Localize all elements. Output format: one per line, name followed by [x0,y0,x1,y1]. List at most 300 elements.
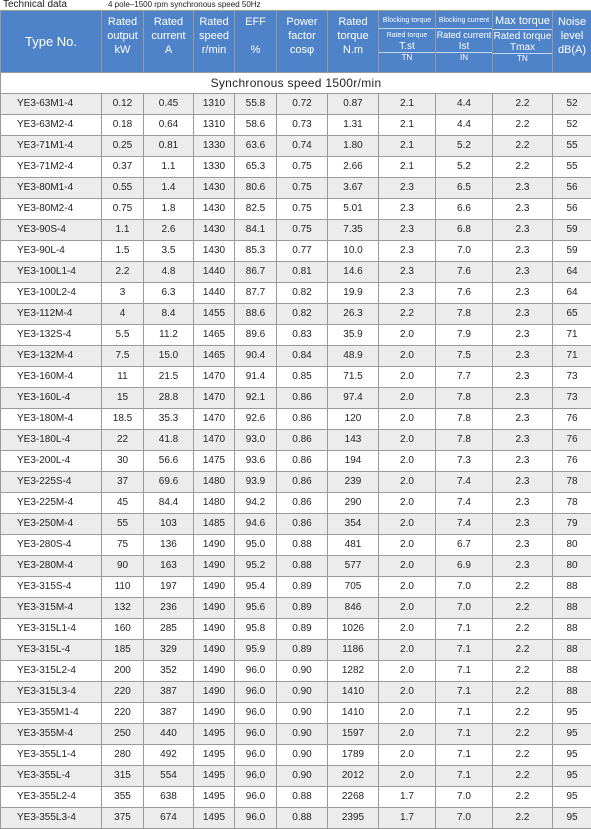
table-row [1,136,591,157]
cell-rated-current: 3.5 [144,241,194,262]
cell-rated-speed: 1430 [194,199,235,220]
cell-noise-level: 80 [553,556,591,577]
table-row [1,283,591,304]
cell-rated-output: 220 [102,703,144,724]
cell-eff: 58.6 [235,115,277,136]
cell-max-torque-ratio: 2.2 [493,115,553,136]
cell-blocking-torque-ratio: 2.2 [379,304,436,325]
cell-max-torque-ratio: 2.3 [493,472,553,493]
cell-max-torque-ratio: 2.3 [493,178,553,199]
cell-rated-output: 11 [102,367,144,388]
table-row [1,304,591,325]
cell-max-torque-ratio: 2.3 [493,430,553,451]
cell-blocking-current-ratio: 6.6 [436,199,493,220]
cell-blocking-current-ratio: 4.4 [436,94,493,115]
table-row [1,640,591,661]
cell-blocking-current-ratio: 7.1 [436,745,493,766]
cell-blocking-current-ratio: 7.4 [436,514,493,535]
cell-rated-speed: 1490 [194,535,235,556]
cell-power-factor: 0.89 [277,619,328,640]
cell-type-no: YE3-315L2-4 [1,661,102,682]
table-row [1,556,591,577]
cell-type-no: YE3-160L-4 [1,388,102,409]
cell-blocking-current-ratio: 5.2 [436,136,493,157]
cell-noise-level: 88 [553,640,591,661]
cell-max-torque-ratio: 2.3 [493,241,553,262]
cell-rated-torque: 705 [328,577,379,598]
cell-rated-speed: 1490 [194,640,235,661]
header-max-torque-ratio: Max torque Rated torque Tmax TN [493,11,553,73]
cell-eff: 55.8 [235,94,277,115]
cell-blocking-current-ratio: 7.0 [436,241,493,262]
cell-rated-output: 7.5 [102,346,144,367]
table-row [1,199,591,220]
header-blocking-current-ratio: Blocking current Rated current Ist IN [436,11,493,73]
cell-rated-speed: 1495 [194,745,235,766]
cell-rated-output: 132 [102,598,144,619]
cell-power-factor: 0.82 [277,283,328,304]
cell-blocking-current-ratio: 7.1 [436,640,493,661]
cell-power-factor: 0.86 [277,430,328,451]
cell-rated-current: 41.8 [144,430,194,451]
cell-blocking-torque-ratio: 2.0 [379,325,436,346]
cell-rated-current: 4.8 [144,262,194,283]
cell-rated-output: 0.12 [102,94,144,115]
page-title: Technical data [3,0,67,10]
cell-max-torque-ratio: 2.3 [493,325,553,346]
cell-blocking-current-ratio: 7.0 [436,808,493,829]
cell-rated-speed: 1470 [194,430,235,451]
cell-eff: 93.6 [235,451,277,472]
cell-rated-current: 136 [144,535,194,556]
cell-eff: 82.5 [235,199,277,220]
cell-blocking-current-ratio: 6.7 [436,535,493,556]
cell-blocking-current-ratio: 7.4 [436,472,493,493]
cell-blocking-torque-ratio: 2.0 [379,682,436,703]
cell-power-factor: 0.86 [277,514,328,535]
cell-noise-level: 52 [553,115,591,136]
cell-eff: 94.6 [235,514,277,535]
header-blocking-torque-ratio: Blocking torque Rated torque T.st TN [379,11,436,73]
cell-power-factor: 0.82 [277,304,328,325]
cell-rated-current: 103 [144,514,194,535]
cell-rated-current: 352 [144,661,194,682]
cell-noise-level: 56 [553,199,591,220]
table-row [1,661,591,682]
table-row [1,409,591,430]
cell-max-torque-ratio: 2.2 [493,703,553,724]
cell-type-no: YE3-315L3-4 [1,682,102,703]
cell-rated-current: 11.2 [144,325,194,346]
table-row [1,94,591,115]
cell-power-factor: 0.90 [277,661,328,682]
cell-rated-current: 0.45 [144,94,194,115]
header-noise-level: Noise level dB(A) [553,11,591,73]
cell-rated-output: 45 [102,493,144,514]
cell-eff: 90.4 [235,346,277,367]
cell-blocking-torque-ratio: 2.3 [379,220,436,241]
cell-blocking-current-ratio: 5.2 [436,157,493,178]
cell-rated-current: 6.3 [144,283,194,304]
cell-noise-level: 95 [553,703,591,724]
cell-rated-speed: 1310 [194,94,235,115]
cell-blocking-current-ratio: 7.5 [436,346,493,367]
cell-blocking-torque-ratio: 2.1 [379,115,436,136]
table-row [1,178,591,199]
cell-rated-speed: 1330 [194,157,235,178]
cell-rated-torque: 1410 [328,703,379,724]
table-row [1,745,591,766]
cell-noise-level: 95 [553,745,591,766]
cell-max-torque-ratio: 2.3 [493,220,553,241]
cell-type-no: YE3-132M-4 [1,346,102,367]
cell-type-no: YE3-71M2-4 [1,157,102,178]
cell-power-factor: 0.88 [277,808,328,829]
cell-eff: 63.6 [235,136,277,157]
cell-noise-level: 95 [553,724,591,745]
cell-rated-torque: 577 [328,556,379,577]
cell-rated-speed: 1495 [194,766,235,787]
cell-rated-current: 0.81 [144,136,194,157]
cell-blocking-current-ratio: 7.1 [436,703,493,724]
cell-eff: 85.3 [235,241,277,262]
cell-rated-torque: 26.3 [328,304,379,325]
cell-blocking-current-ratio: 7.1 [436,724,493,745]
table-row [1,451,591,472]
cell-rated-output: 110 [102,577,144,598]
cell-blocking-torque-ratio: 2.0 [379,745,436,766]
cell-type-no: YE3-315L-4 [1,640,102,661]
cell-eff: 95.0 [235,535,277,556]
cell-eff: 91.4 [235,367,277,388]
table-row [1,388,591,409]
cell-blocking-current-ratio: 7.8 [436,304,493,325]
cell-blocking-torque-ratio: 2.0 [379,598,436,619]
cell-type-no: YE3-112M-4 [1,304,102,325]
table-row [1,157,591,178]
table-row [1,808,591,829]
cell-power-factor: 0.86 [277,472,328,493]
cell-noise-level: 64 [553,283,591,304]
cell-rated-output: 75 [102,535,144,556]
cell-type-no: YE3-355L-4 [1,766,102,787]
table-row [1,493,591,514]
cell-max-torque-ratio: 2.3 [493,451,553,472]
cell-eff: 87.7 [235,283,277,304]
table-row [1,346,591,367]
cell-noise-level: 95 [553,766,591,787]
cell-max-torque-ratio: 2.2 [493,136,553,157]
table-row [1,514,591,535]
cell-rated-torque: 48.9 [328,346,379,367]
cell-eff: 93.0 [235,430,277,451]
cell-eff: 96.0 [235,766,277,787]
cell-rated-torque: 1410 [328,682,379,703]
cell-rated-current: 674 [144,808,194,829]
cell-rated-speed: 1470 [194,367,235,388]
cell-rated-torque: 1.31 [328,115,379,136]
cell-eff: 88.6 [235,304,277,325]
cell-rated-torque: 1186 [328,640,379,661]
cell-rated-output: 200 [102,661,144,682]
cell-max-torque-ratio: 2.2 [493,598,553,619]
cell-eff: 95.9 [235,640,277,661]
cell-type-no: YE3-280S-4 [1,535,102,556]
cell-max-torque-ratio: 2.3 [493,388,553,409]
cell-rated-output: 15 [102,388,144,409]
table-row [1,367,591,388]
cell-blocking-torque-ratio: 2.3 [379,178,436,199]
cell-blocking-current-ratio: 7.7 [436,367,493,388]
cell-blocking-torque-ratio: 2.0 [379,451,436,472]
cell-blocking-current-ratio: 7.6 [436,262,493,283]
table-row [1,577,591,598]
cell-rated-speed: 1495 [194,724,235,745]
header-type-no: Type No. [1,11,102,73]
cell-type-no: YE3-355M-4 [1,724,102,745]
cell-rated-speed: 1490 [194,598,235,619]
table-row [1,262,591,283]
table-row [1,724,591,745]
cell-type-no: YE3-315M-4 [1,598,102,619]
cell-rated-output: 18.5 [102,409,144,430]
cell-max-torque-ratio: 2.2 [493,745,553,766]
cell-noise-level: 88 [553,598,591,619]
cell-power-factor: 0.88 [277,787,328,808]
cell-max-torque-ratio: 2.3 [493,283,553,304]
cell-eff: 95.8 [235,619,277,640]
cell-blocking-current-ratio: 7.9 [436,325,493,346]
cell-max-torque-ratio: 2.2 [493,619,553,640]
cell-max-torque-ratio: 2.2 [493,661,553,682]
table-row [1,325,591,346]
cell-eff: 96.0 [235,703,277,724]
cell-rated-current: 69.6 [144,472,194,493]
cell-eff: 92.6 [235,409,277,430]
cell-noise-level: 76 [553,409,591,430]
cell-rated-speed: 1330 [194,136,235,157]
cell-blocking-torque-ratio: 2.3 [379,199,436,220]
cell-power-factor: 0.88 [277,556,328,577]
cell-rated-output: 30 [102,451,144,472]
cell-max-torque-ratio: 2.3 [493,535,553,556]
table-body [1,73,591,829]
cell-rated-speed: 1465 [194,325,235,346]
cell-type-no: YE3-90L-4 [1,241,102,262]
cell-max-torque-ratio: 2.2 [493,808,553,829]
cell-type-no: YE3-80M2-4 [1,199,102,220]
cell-type-no: YE3-100L2-4 [1,283,102,304]
cell-rated-output: 55 [102,514,144,535]
cell-max-torque-ratio: 2.2 [493,724,553,745]
cell-type-no: YE3-280M-4 [1,556,102,577]
cell-max-torque-ratio: 2.3 [493,514,553,535]
cell-type-no: YE3-63M2-4 [1,115,102,136]
cell-power-factor: 0.84 [277,346,328,367]
cell-rated-torque: 2268 [328,787,379,808]
cell-blocking-torque-ratio: 2.0 [379,619,436,640]
cell-power-factor: 0.75 [277,199,328,220]
cell-rated-torque: 35.9 [328,325,379,346]
cell-type-no: YE3-355M1-4 [1,703,102,724]
table-row [1,703,591,724]
cell-rated-torque: 2012 [328,766,379,787]
cell-rated-current: 35.3 [144,409,194,430]
cell-rated-torque: 143 [328,430,379,451]
cell-rated-current: 440 [144,724,194,745]
cell-rated-torque: 3.67 [328,178,379,199]
cell-rated-output: 22 [102,430,144,451]
cell-eff: 96.0 [235,661,277,682]
cell-rated-output: 355 [102,787,144,808]
cell-type-no: YE3-180M-4 [1,409,102,430]
cell-type-no: YE3-132S-4 [1,325,102,346]
table-row [1,241,591,262]
cell-power-factor: 0.89 [277,577,328,598]
cell-blocking-torque-ratio: 2.0 [379,514,436,535]
cell-rated-speed: 1430 [194,220,235,241]
cell-max-torque-ratio: 2.3 [493,304,553,325]
cell-type-no: YE3-355L2-4 [1,787,102,808]
cell-blocking-torque-ratio: 2.0 [379,703,436,724]
cell-rated-current: 15.0 [144,346,194,367]
cell-power-factor: 0.90 [277,745,328,766]
cell-rated-speed: 1455 [194,304,235,325]
cell-power-factor: 0.86 [277,493,328,514]
cell-rated-output: 1.1 [102,220,144,241]
header-eff: EFF % [235,11,277,73]
cell-rated-torque: 5.01 [328,199,379,220]
cell-blocking-torque-ratio: 2.0 [379,493,436,514]
cell-rated-output: 315 [102,766,144,787]
cell-noise-level: 59 [553,220,591,241]
cell-eff: 80.6 [235,178,277,199]
cell-max-torque-ratio: 2.3 [493,409,553,430]
cell-rated-torque: 97.4 [328,388,379,409]
cell-power-factor: 0.89 [277,640,328,661]
cell-max-torque-ratio: 2.2 [493,787,553,808]
cell-power-factor: 0.90 [277,766,328,787]
cell-max-torque-ratio: 2.3 [493,262,553,283]
cell-blocking-torque-ratio: 2.0 [379,430,436,451]
cell-blocking-current-ratio: 6.9 [436,556,493,577]
cell-rated-speed: 1440 [194,283,235,304]
cell-power-factor: 0.85 [277,367,328,388]
cell-power-factor: 0.86 [277,409,328,430]
cell-power-factor: 0.75 [277,157,328,178]
cell-rated-speed: 1490 [194,661,235,682]
cell-rated-speed: 1440 [194,262,235,283]
cell-rated-current: 638 [144,787,194,808]
cell-rated-speed: 1495 [194,808,235,829]
cell-rated-output: 185 [102,640,144,661]
cell-eff: 84.1 [235,220,277,241]
cell-blocking-torque-ratio: 2.3 [379,283,436,304]
cell-rated-current: 21.5 [144,367,194,388]
cell-blocking-torque-ratio: 2.0 [379,556,436,577]
cell-blocking-torque-ratio: 2.1 [379,94,436,115]
cell-rated-torque: 1282 [328,661,379,682]
cell-rated-output: 0.37 [102,157,144,178]
cell-blocking-torque-ratio: 2.3 [379,241,436,262]
cell-rated-torque: 14.6 [328,262,379,283]
cell-power-factor: 0.86 [277,388,328,409]
cell-noise-level: 55 [553,157,591,178]
cell-rated-current: 0.64 [144,115,194,136]
cell-blocking-current-ratio: 7.4 [436,493,493,514]
cell-power-factor: 0.90 [277,703,328,724]
cell-type-no: YE3-160M-4 [1,367,102,388]
cell-rated-output: 2.2 [102,262,144,283]
cell-rated-speed: 1470 [194,388,235,409]
cell-noise-level: 80 [553,535,591,556]
cell-rated-torque: 1026 [328,619,379,640]
cell-eff: 95.6 [235,598,277,619]
cell-type-no: YE3-225M-4 [1,493,102,514]
cell-rated-speed: 1430 [194,178,235,199]
cell-max-torque-ratio: 2.2 [493,682,553,703]
cell-blocking-current-ratio: 7.8 [436,388,493,409]
cell-rated-torque: 19.9 [328,283,379,304]
cell-rated-speed: 1310 [194,115,235,136]
cell-blocking-torque-ratio: 2.0 [379,724,436,745]
cell-blocking-torque-ratio: 2.0 [379,577,436,598]
cell-power-factor: 0.81 [277,262,328,283]
cell-rated-speed: 1430 [194,241,235,262]
table-row [1,220,591,241]
table-row [1,766,591,787]
cell-blocking-torque-ratio: 2.3 [379,262,436,283]
cell-power-factor: 0.90 [277,724,328,745]
cell-type-no: YE3-63M1-4 [1,94,102,115]
cell-rated-current: 554 [144,766,194,787]
cell-rated-output: 0.18 [102,115,144,136]
cell-eff: 96.0 [235,682,277,703]
cell-noise-level: 78 [553,493,591,514]
cell-type-no: YE3-100L1-4 [1,262,102,283]
cell-eff: 94.2 [235,493,277,514]
cell-rated-current: 84.4 [144,493,194,514]
cell-eff: 96.0 [235,787,277,808]
cell-blocking-torque-ratio: 2.0 [379,766,436,787]
page-header [0,0,591,10]
cell-rated-output: 250 [102,724,144,745]
cell-rated-torque: 7.35 [328,220,379,241]
cell-noise-level: 88 [553,661,591,682]
cell-eff: 92.1 [235,388,277,409]
cell-max-torque-ratio: 2.2 [493,94,553,115]
cell-blocking-current-ratio: 7.1 [436,682,493,703]
cell-rated-torque: 10.0 [328,241,379,262]
cell-power-factor: 0.83 [277,325,328,346]
cell-rated-torque: 120 [328,409,379,430]
cell-blocking-torque-ratio: 2.0 [379,640,436,661]
cell-rated-current: 236 [144,598,194,619]
cell-blocking-current-ratio: 7.1 [436,766,493,787]
header-rated-torque: Rated torque N.m [328,11,379,73]
cell-noise-level: 71 [553,325,591,346]
cell-rated-speed: 1480 [194,493,235,514]
cell-power-factor: 0.90 [277,682,328,703]
cell-blocking-torque-ratio: 2.1 [379,136,436,157]
cell-blocking-current-ratio: 7.0 [436,577,493,598]
cell-rated-output: 280 [102,745,144,766]
technical-data-table [0,10,591,829]
cell-noise-level: 65 [553,304,591,325]
cell-rated-speed: 1490 [194,556,235,577]
cell-max-torque-ratio: 2.3 [493,199,553,220]
cell-blocking-torque-ratio: 1.7 [379,787,436,808]
